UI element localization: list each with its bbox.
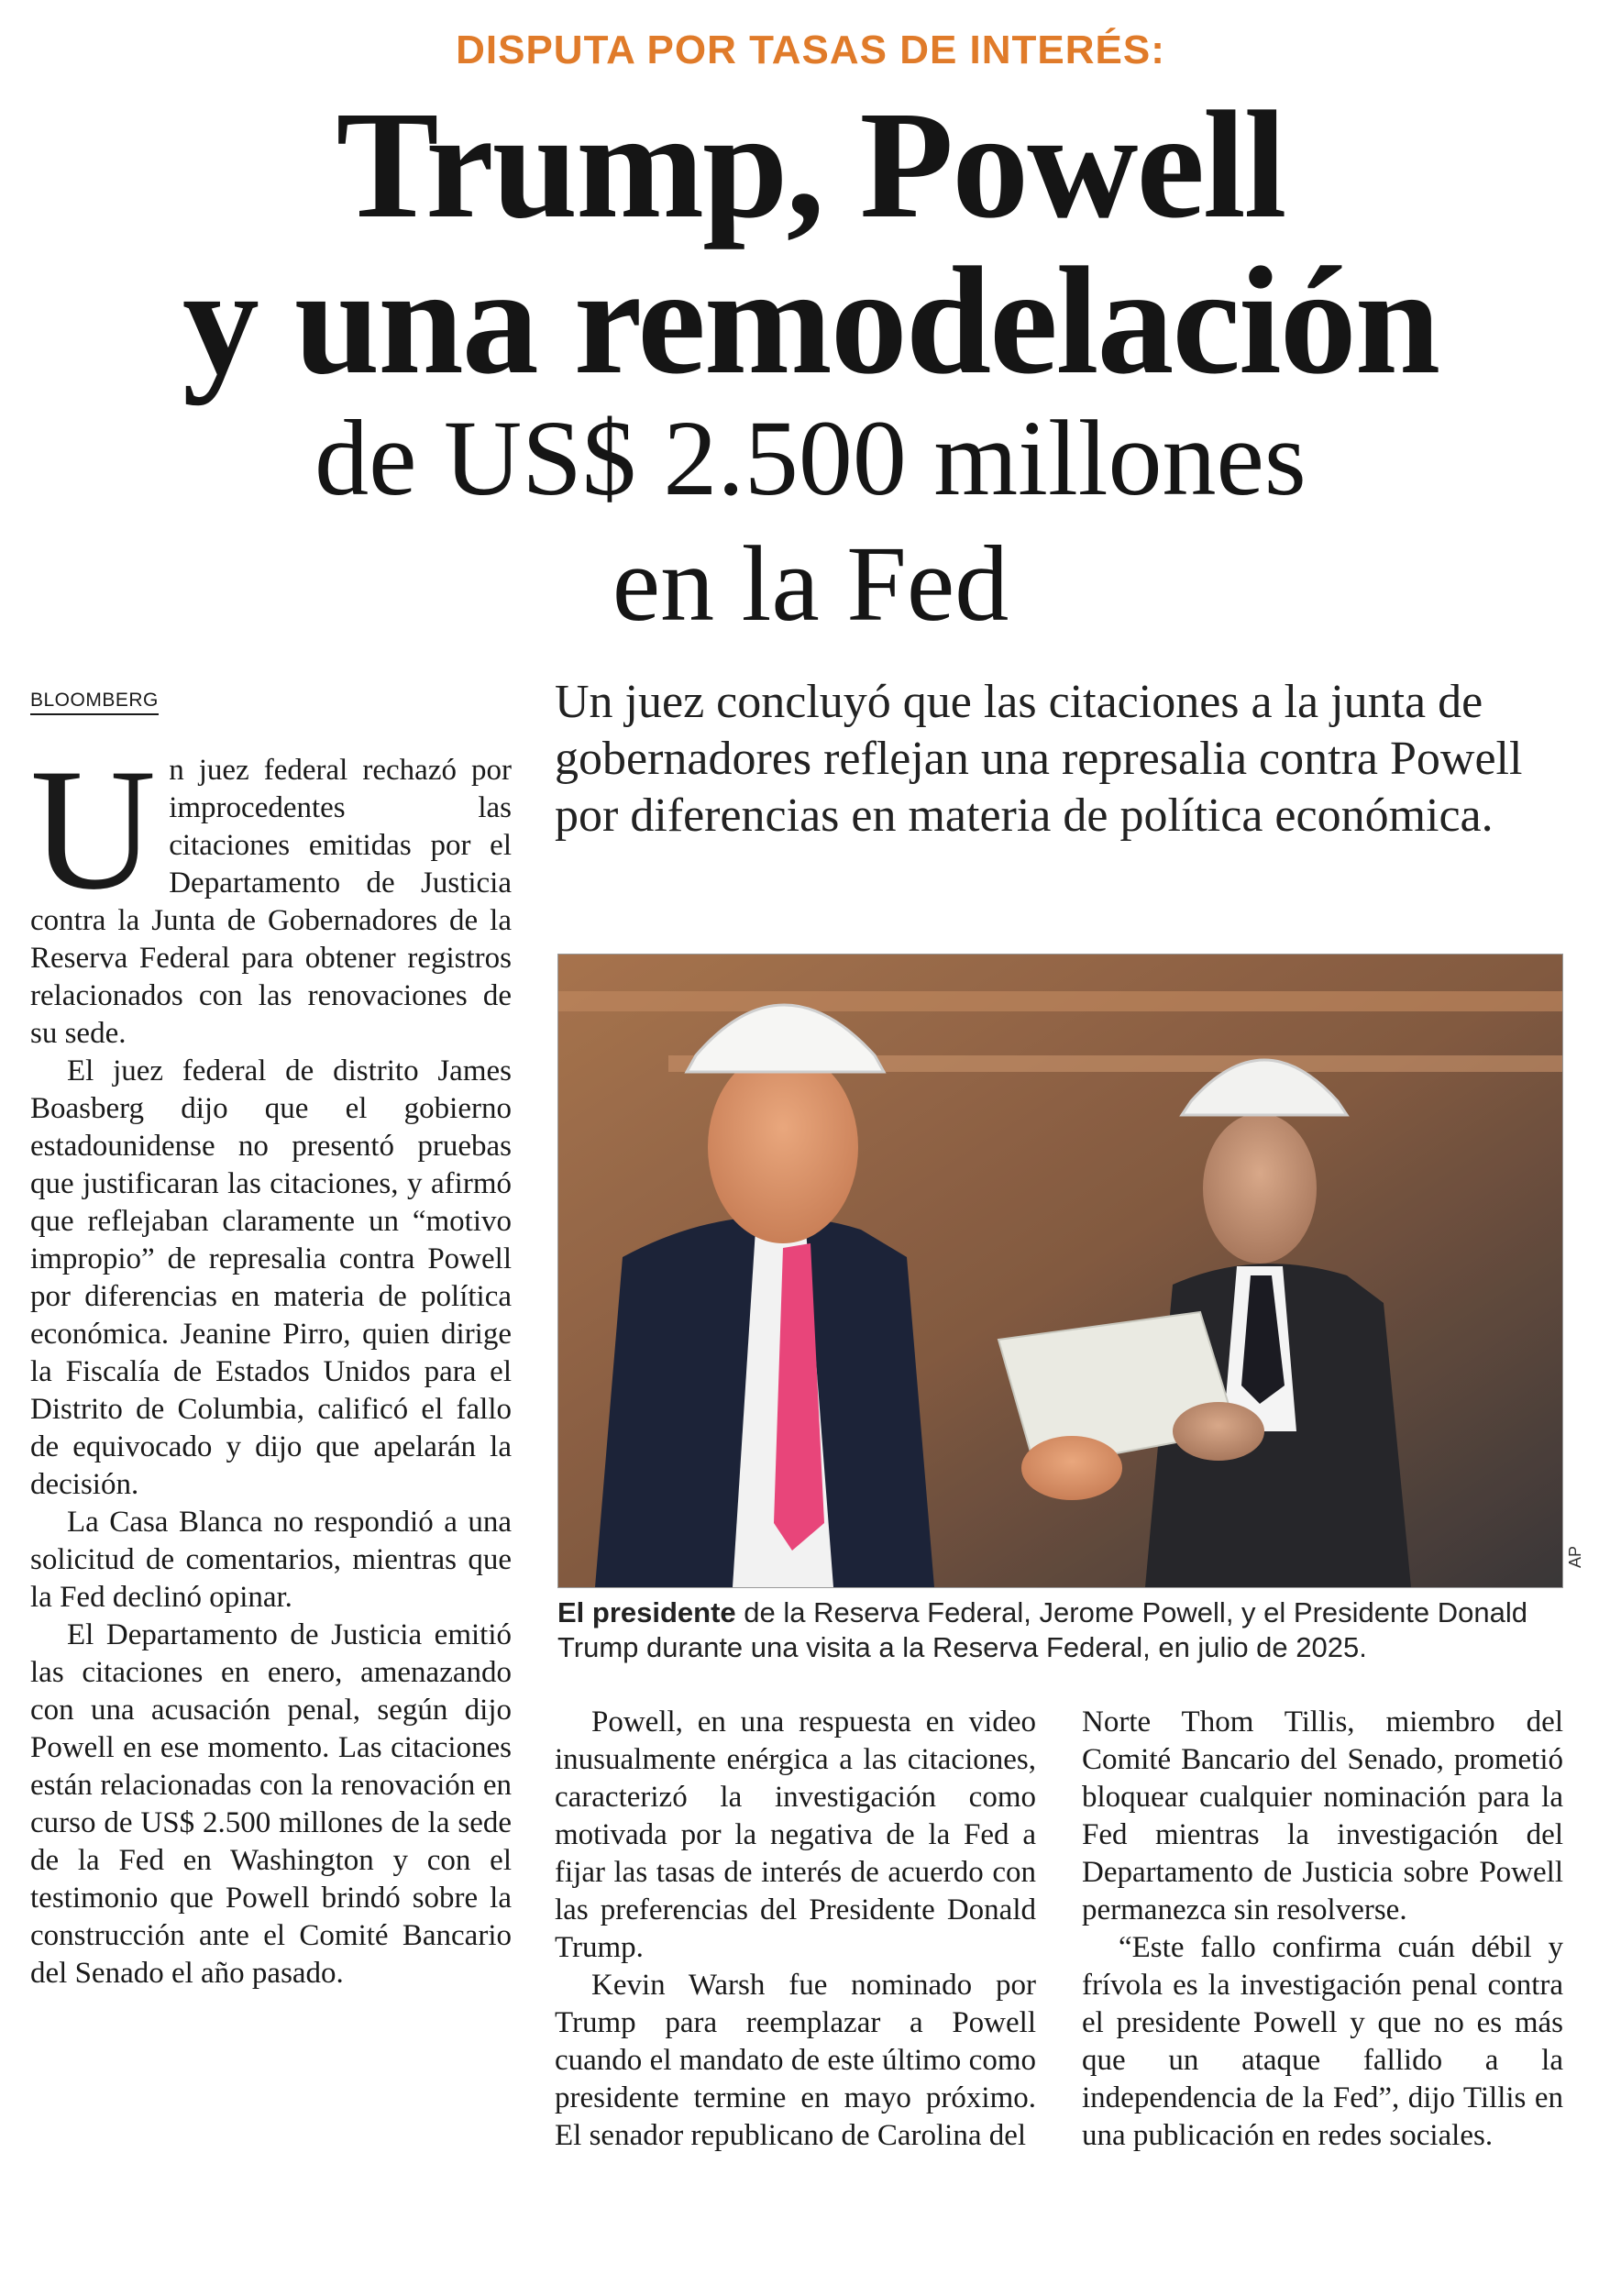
deck-subheadline: Un juez concluyó que las citaciones a la junta de gobernadores reflejan una represalia contra Powell por diferencias en materia de política económica. <box>555 676 1523 842</box>
headline-line-4: en la Fed <box>612 524 1009 644</box>
lead-paragraph-text: n juez federal rechazó por improcedentes las citaciones emitidas por el Departamento de Justicia contra la Junta de Gobernadores de la Reserva Federal para obtener registros relacionados con las renovaciones de su sede. <box>30 754 512 1050</box>
article-column-2 <box>555 1704 1036 2155</box>
body-paragraph: Powell, en una respuesta en video inusualmente enérgica a las citaciones, caracterizó la investigación como motivada por la negativa de la Fed a fijar las tasas de interés de acuerdo con las preferencias del Presidente Donald Trump. <box>555 1705 1036 1964</box>
body-paragraph-continued: Norte Thom Tillis, miembro del Comité Bancario del Senado, prometió bloquear cualquier nominación para la Fed mientras la investigación del Departamento de Justicia sobre Powell permanezca sin resolverse. <box>1082 1705 1563 1926</box>
body-paragraph: La Casa Blanca no respondió a una solicitud de comentarios, mientras que la Fed declinó opinar. <box>30 1506 512 1614</box>
photo-caption <box>557 1595 1566 1665</box>
headline-line-3: de US$ 2.500 millones <box>314 398 1307 518</box>
photo-illustration <box>558 955 1562 1587</box>
headline-line-2: y una remodelación <box>182 236 1439 406</box>
lead-paragraph <box>30 734 512 1053</box>
article-column-3 <box>1082 1704 1563 2155</box>
news-photo <box>557 954 1563 1588</box>
body-paragraph: “Este fallo confirma cuán débil y frívola es la investigación penal contra el presidente Powell y que no es más que un ataque fallido a la independencia de la Fed”, dijo Tillis en una publicación en redes sociales. <box>1082 1931 1563 2152</box>
body-paragraph: Kevin Warsh fue nominado por Trump para reemplazar a Powell cuando el mandato de este último como presidente termine en mayo próximo. El senador republicano de Carolina del <box>555 1969 1036 2152</box>
caption-lead: El presidente <box>557 1596 736 1628</box>
byline: BLOOMBERG <box>30 690 159 715</box>
article-column-1 <box>30 734 512 1992</box>
caption-text: de la Reserva Federal, Jerome Powell, y el Presidente Donald Trump durante una visita a la Reserva Federal, en julio de 2025. <box>557 1596 1527 1663</box>
headline-line-1: Trump, Powell <box>336 80 1285 250</box>
section-kicker: DISPUTA POR TASAS DE INTERÉS: <box>456 28 1165 72</box>
photo-credit: AP <box>1566 1545 1584 1568</box>
dropcap: U <box>30 734 157 926</box>
body-paragraph: El juez federal de distrito James Boasberg dijo que el gobierno estadounidense no presentó pruebas que justificaran las citaciones, y afirmó que reflejaban claramente un “motivo impropio” de represalia contra Powell por diferencias en materia de política económica. Jeanine Pirro, quien dirige la Fiscalía de Estados Unidos para el Distrito de Columbia, calificó el fallo de equivocado y dijo que apelarán la decisión. <box>30 1054 512 1501</box>
body-paragraph: El Departamento de Justicia emitió las citaciones en enero, amenazando con una acusación penal, según dijo Powell en ese momento. Las citaciones están relacionadas con la renovación en curso de US$ 2.500 millones de la sede de la Fed en Washington y con el testimonio que Powell brindó sobre la construcción ante el Comité Bancario del Senado el año pasado. <box>30 1618 512 1990</box>
